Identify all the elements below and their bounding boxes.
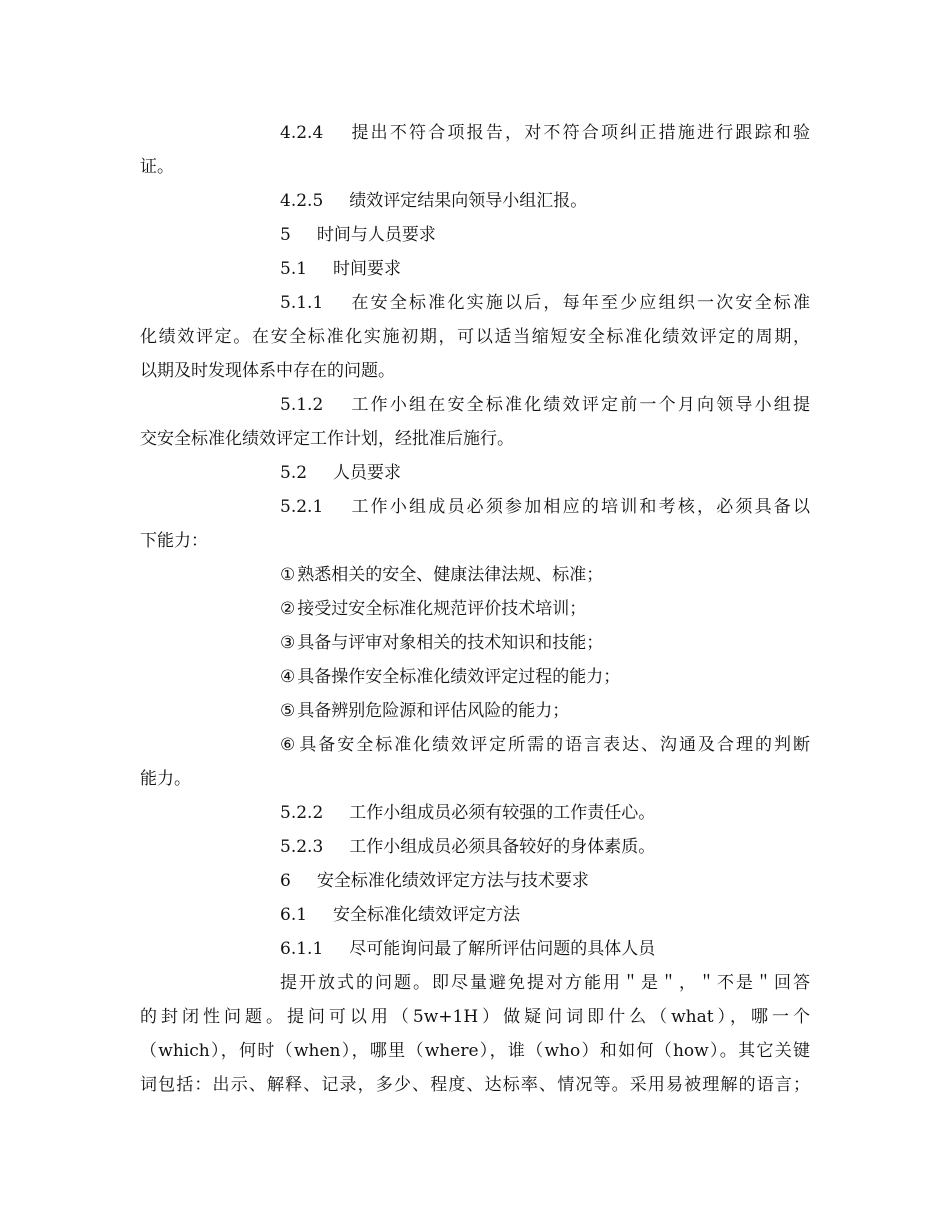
list-marker: ③ — [280, 633, 296, 653]
section-number: 5.2 — [280, 463, 308, 483]
list-marker: ⑤ — [280, 701, 296, 721]
paragraph-text: 工作小组在安全标准化绩效评定前一个月向领导小组提 — [349, 395, 810, 415]
section-number: 5 — [280, 225, 291, 245]
section-title: 安全标准化绩效评定方法与技术要求 — [316, 871, 589, 891]
paragraph-5-1-2 — [140, 388, 810, 422]
paragraph-continuation: 以期及时发现体系中存在的问题。 — [140, 361, 395, 381]
list-item-text: 接受过安全标准化规范评价技术培训； — [297, 599, 587, 619]
paragraph-6-1-1 — [140, 932, 810, 966]
paragraph-5-1-1 — [140, 286, 810, 320]
paragraph-text: 绩效评定结果向领导小组汇报。 — [349, 191, 588, 211]
clause-number: 5.1.2 — [280, 395, 324, 415]
paragraph-text: 在安全标准化实施以后，每年至少应组织一次安全标准 — [349, 293, 810, 313]
list-item-6 — [140, 728, 810, 762]
clause-number: 5.2.3 — [280, 837, 324, 857]
list-item-text: 具备与评审对象相关的技术知识和技能； — [297, 633, 604, 653]
list-item-1 — [140, 558, 810, 592]
paragraph-text: 工作小组成员必须具备较好的身体素质。 — [349, 837, 656, 857]
section-heading-6 — [140, 864, 810, 898]
list-marker: ④ — [280, 667, 296, 687]
list-marker: ⑥ — [280, 735, 298, 755]
document-body — [140, 116, 810, 1102]
list-item-text: 具备安全标准化绩效评定所需的语言表达、沟通及合理的判断 — [299, 735, 810, 755]
paragraph-4-2-5 — [140, 184, 810, 218]
paragraph-continuation: 的封闭性问题。提问可以用（5w+1H）做疑问词即什么（what），哪一个 — [140, 1007, 810, 1027]
paragraph-text: 提出不符合项报告，对不符合项纠正措施进行跟踪和验 — [349, 123, 810, 143]
paragraph-5-2-2 — [140, 796, 810, 830]
subsection-heading-6-1 — [140, 898, 810, 932]
clause-number: 4.2.4 — [280, 123, 324, 143]
list-item-5 — [140, 694, 810, 728]
paragraph-continuation: 化绩效评定。在安全标准化实施初期，可以适当缩短安全标准化绩效评定的周期， — [140, 327, 810, 347]
paragraph-4-2-4 — [140, 116, 810, 150]
section-number: 5.1 — [280, 259, 308, 279]
list-marker: ② — [280, 599, 296, 619]
list-item-3 — [140, 626, 810, 660]
section-heading-5 — [140, 218, 810, 252]
paragraph-5-2-1 — [140, 490, 810, 524]
paragraph-continuation: 词包括：出示、解释、记录，多少、程度、达标率、情况等。采用易被理解的语言； — [140, 1075, 810, 1095]
paragraph-text: 工作小组成员必须有较强的工作责任心。 — [349, 803, 656, 823]
subsection-heading-5-1 — [140, 252, 810, 286]
paragraph-5-2-3 — [140, 830, 810, 864]
clause-number: 4.2.5 — [280, 191, 324, 211]
list-item-4 — [140, 660, 810, 694]
list-item-continuation: 能力。 — [140, 769, 191, 789]
paragraph-text: 尽可能询问最了解所评估问题的具体人员 — [349, 939, 656, 959]
section-number: 6 — [280, 871, 291, 891]
subsection-heading-5-2 — [140, 456, 810, 490]
paragraph-open-questions: 提开放式的问题。即尽量避免提对方能用＂是＂，＂不是＂回答 — [280, 973, 810, 993]
clause-number: 6.1.1 — [280, 939, 324, 959]
list-item-text: 具备辨别危险源和评估风险的能力； — [297, 701, 570, 721]
section-title: 时间要求 — [333, 259, 402, 279]
clause-number: 5.1.1 — [280, 293, 324, 313]
clause-number: 5.2.1 — [280, 497, 324, 517]
paragraph-continuation: 证。 — [140, 157, 174, 177]
section-title: 人员要求 — [333, 463, 402, 483]
paragraph-continuation: 交安全标准化绩效评定工作计划，经批准后施行。 — [140, 429, 514, 449]
paragraph-continuation: 下能力： — [140, 531, 208, 551]
list-item-2 — [140, 592, 810, 626]
list-item-text: 具备操作安全标准化绩效评定过程的能力； — [297, 667, 621, 687]
list-marker: ① — [280, 565, 296, 585]
section-title: 时间与人员要求 — [316, 225, 436, 245]
clause-number: 5.2.2 — [280, 803, 324, 823]
section-title: 安全标准化绩效评定方法 — [333, 905, 521, 925]
paragraph-continuation: （which），何时（when），哪里（where），谁（who）和如何（how）。其它关键 — [140, 1041, 810, 1061]
list-item-text: 熟悉相关的安全、健康法律法规、标准； — [297, 565, 604, 585]
section-number: 6.1 — [280, 905, 308, 925]
paragraph-text: 工作小组成员必须参加相应的培训和考核，必须具备以 — [349, 497, 810, 517]
